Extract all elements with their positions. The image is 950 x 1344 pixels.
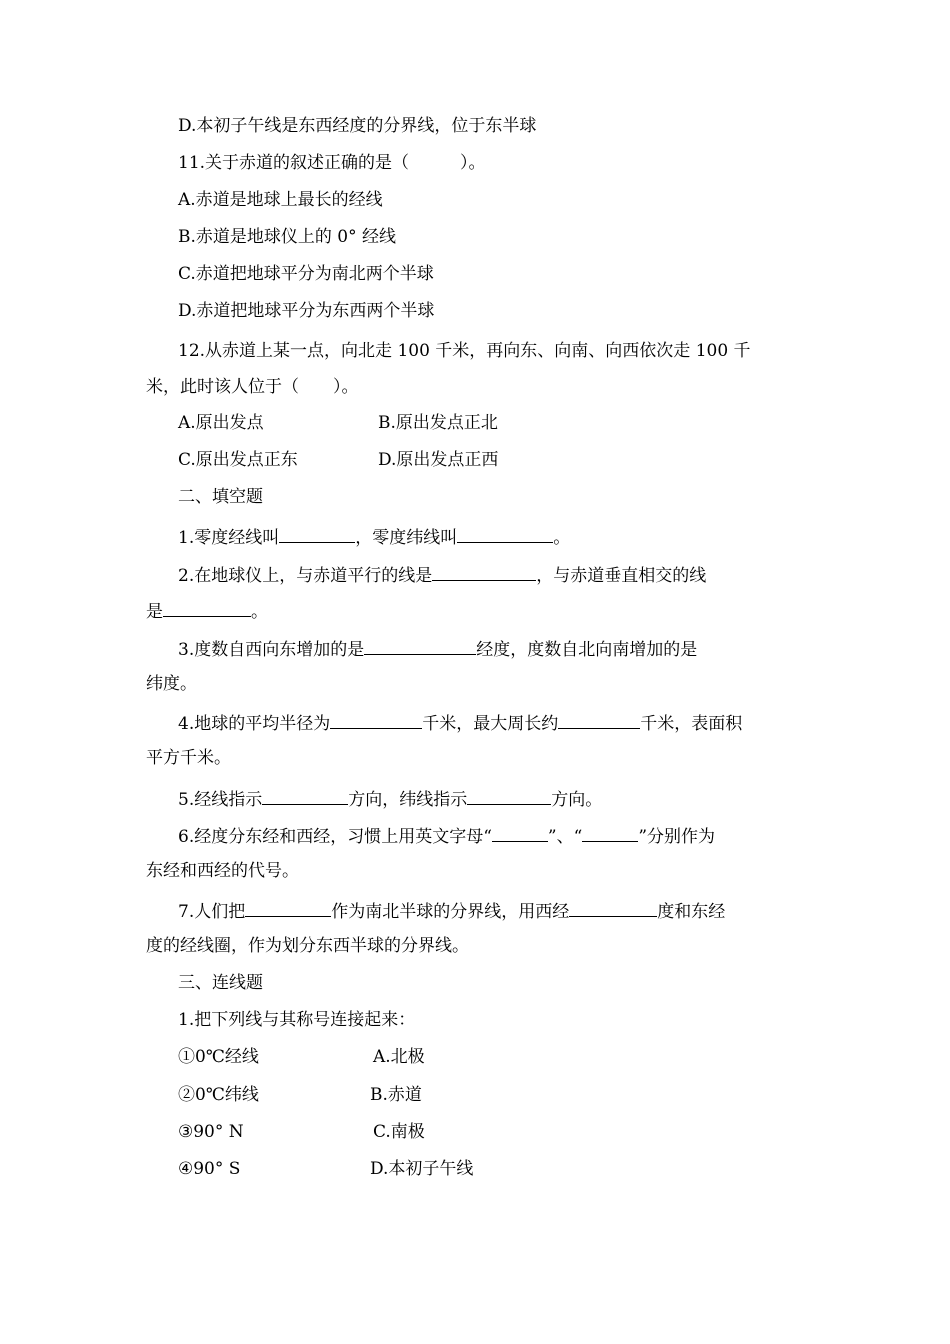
q12-stem-line2: 米，此时该人位于（ ）。 bbox=[146, 377, 359, 397]
fill-q7-line1: 7.人们把 作为南北半球的分界线，用西经 度和东经 bbox=[0, 896, 950, 922]
match-q1-stem: 1.把下列线与其称号连接起来： bbox=[178, 1010, 416, 1030]
fill-q7-line2: 度的经线圈，作为划分东西半球的分界线。 bbox=[146, 936, 469, 956]
q11-stem: 11.关于赤道的叙述正确的是（ ）。 bbox=[178, 153, 486, 173]
match-row: ②0℃纬线 B.赤道 bbox=[178, 1085, 422, 1105]
q12-options-row2: C.原出发点正东 D.原出发点正西 bbox=[178, 450, 499, 470]
blank bbox=[582, 821, 638, 842]
fill-q2-line1: 2.在地球仪上，与赤道平行的线是 ，与赤道垂直相交的线 bbox=[0, 560, 950, 586]
blank bbox=[279, 522, 355, 543]
q11-option-a: A.赤道是地球上最长的经线 bbox=[178, 190, 383, 210]
blank bbox=[262, 784, 348, 805]
blank bbox=[558, 708, 640, 729]
fill-q4-line2: 平方千米。 bbox=[146, 748, 231, 768]
fill-q4-line1: 4.地球的平均半径为 千米，最大周长约 千米，表面积 bbox=[0, 708, 950, 734]
fill-q1: 1.零度经线叫 ，零度纬线叫 。 bbox=[0, 522, 950, 548]
match-row: ③90° N C.南极 bbox=[178, 1122, 425, 1142]
fill-q3-line1: 3.度数自西向东增加的是 经度，度数自北向南增加的是 bbox=[0, 634, 950, 660]
fill-q6-line2: 东经和西经的代号。 bbox=[146, 861, 299, 881]
blank bbox=[467, 784, 551, 805]
blank bbox=[492, 821, 548, 842]
fill-q2-line2: 是 。 bbox=[0, 596, 950, 622]
blank bbox=[163, 596, 251, 617]
blank bbox=[569, 896, 657, 917]
section-title-fill: 二、填空题 bbox=[178, 487, 263, 507]
fill-q5: 5.经线指示 方向，纬线指示 方向。 bbox=[0, 784, 950, 810]
q11-option-d: D.赤道把地球平分为东西两个半球 bbox=[178, 301, 435, 321]
match-row: ①0℃经线 A.北极 bbox=[178, 1047, 425, 1067]
blank bbox=[245, 896, 331, 917]
blank bbox=[330, 708, 422, 729]
q12-options-row1: A.原出发点 B.原出发点正北 bbox=[178, 413, 498, 433]
section-title-match: 三、连线题 bbox=[178, 973, 263, 993]
fill-q3-line2: 纬度。 bbox=[146, 674, 197, 694]
q10-option-d: D.本初子午线是东西经度的分界线，位于东半球 bbox=[178, 116, 537, 136]
q12-stem-line1: 12.从赤道上某一点，向北走 100 千米，再向东、向南、向西依次走 100 千 bbox=[178, 341, 751, 361]
blank bbox=[364, 634, 476, 655]
blank bbox=[432, 560, 536, 581]
match-row: ④90° S D.本初子午线 bbox=[178, 1159, 474, 1179]
fill-q6-line1: 6.经度分东经和西经，习惯上用英文字母“ ”、“ ”分别作为 bbox=[0, 821, 950, 847]
blank bbox=[457, 522, 553, 543]
q11-option-b: B.赤道是地球仪上的 0° 经线 bbox=[178, 227, 397, 247]
q11-option-c: C.赤道把地球平分为南北两个半球 bbox=[178, 264, 434, 284]
